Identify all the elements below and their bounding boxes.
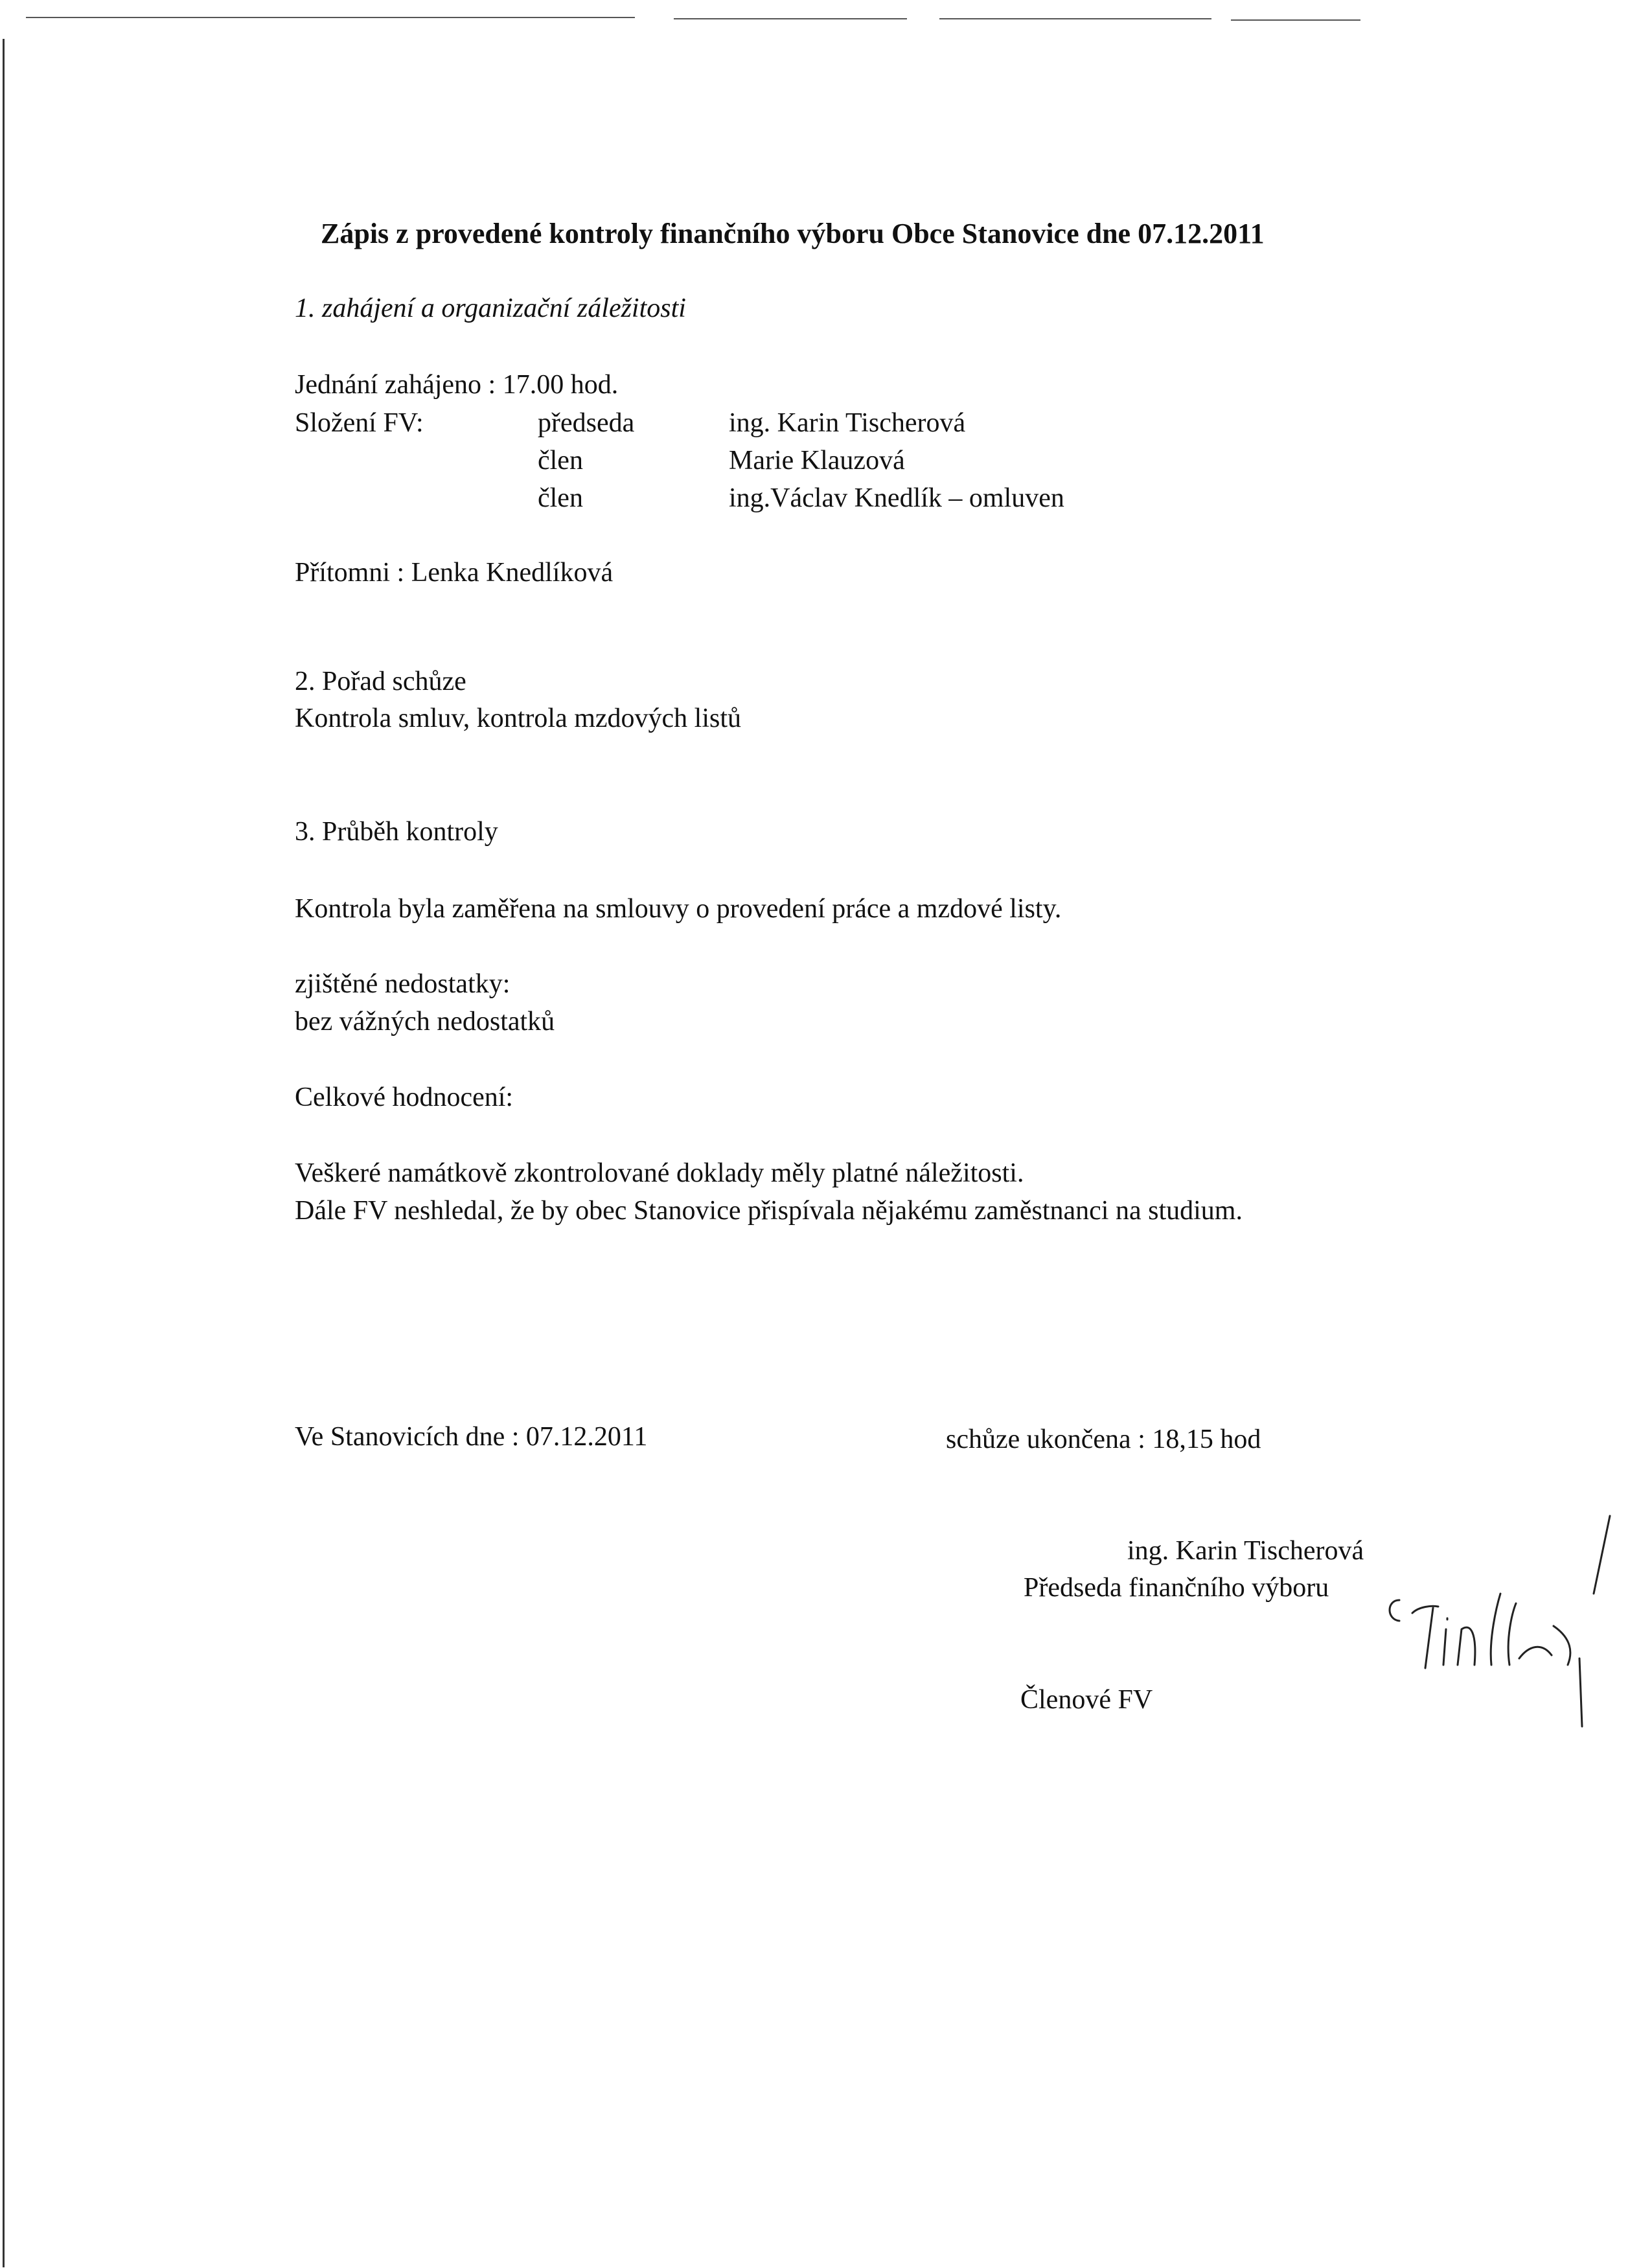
- section3-text: Kontrola byla zaměřena na smlouvy o provedení práce a mzdové listy.: [295, 894, 1062, 924]
- handwritten-signature: [1373, 1509, 1620, 1743]
- scan-artifact-line: [939, 18, 1211, 19]
- signer-name: ing. Karin Tischerová: [1127, 1536, 1364, 1566]
- place-date: Ve Stanovicích dne : 07.12.2011: [295, 1422, 648, 1452]
- findings-text: bez vážných nedostatků: [295, 1007, 555, 1037]
- section1-heading: 1. zahájení a organizační záležitosti: [295, 293, 686, 323]
- member-name: ing. Karin Tischerová: [729, 408, 966, 438]
- evaluation-label: Celkové hodnocení:: [295, 1082, 514, 1112]
- evaluation-line: Dále FV neshledal, že by obec Stanovice přispívala nějakému zaměstnanci na studium.: [295, 1196, 1243, 1226]
- evaluation-line: Veškeré namátkově zkontrolované doklady měly platné náležitosti.: [295, 1158, 1024, 1188]
- section3-heading: 3. Průběh kontroly: [295, 817, 498, 847]
- present-attendees: Přítomni : Lenka Knedlíková: [295, 558, 614, 588]
- section2-text: Kontrola smluv, kontrola mzdových listů: [295, 704, 742, 733]
- signer-role: Předseda finančního výboru: [1024, 1573, 1329, 1603]
- member-role: člen: [538, 446, 583, 475]
- member-name: Marie Klauzová: [729, 446, 905, 475]
- document-title: Zápis z provedené kontroly finančního výboru Obce Stanovice dne 07.12.2011: [321, 218, 1265, 249]
- findings-label: zjištěné nedostatky:: [295, 969, 511, 999]
- scan-artifact-line: [674, 18, 907, 19]
- member-role: člen: [538, 483, 583, 513]
- members-label: Členové FV: [1020, 1685, 1153, 1715]
- scan-artifact-edge: [3, 39, 5, 2267]
- meeting-opened: Jednání zahájeno : 17.00 hod.: [295, 370, 619, 400]
- member-role: předseda: [538, 408, 635, 438]
- composition-label: Složení FV:: [295, 408, 424, 438]
- section2-heading: 2. Pořad schůze: [295, 667, 466, 696]
- meeting-end-time: schůze ukončena : 18,15 hod: [946, 1425, 1261, 1454]
- scan-artifact-line: [1231, 19, 1360, 21]
- member-name: ing.Václav Knedlík – omluven: [729, 483, 1064, 513]
- scan-artifact-line: [26, 17, 635, 18]
